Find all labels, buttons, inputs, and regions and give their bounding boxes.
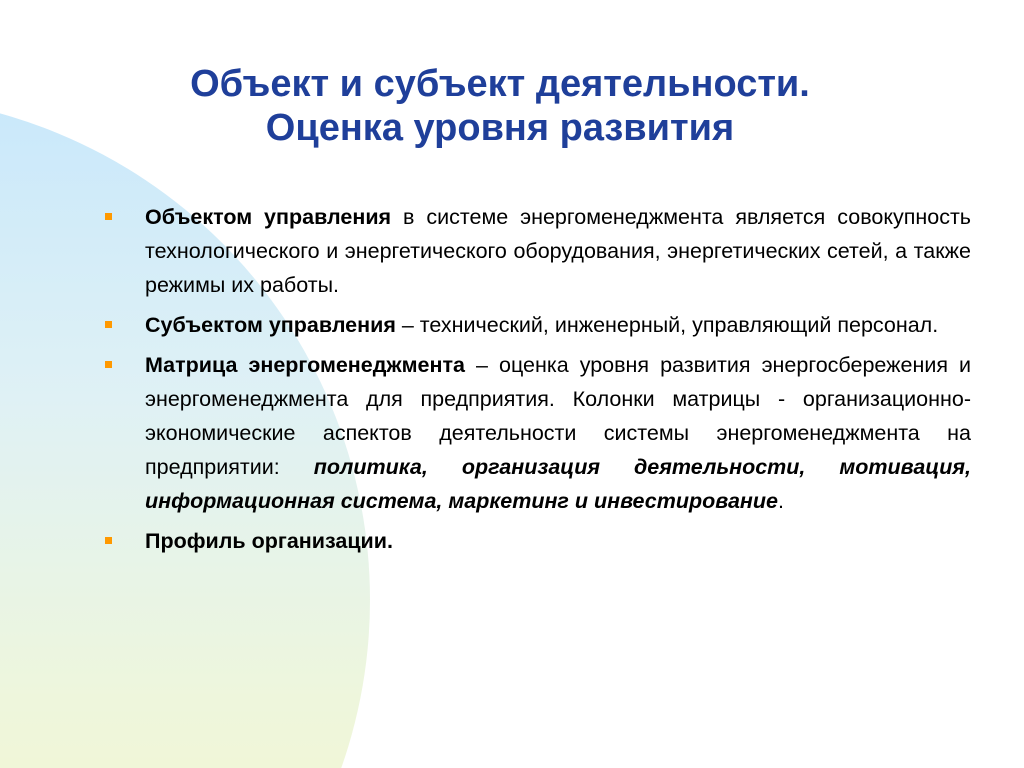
list-item <box>105 348 971 518</box>
item-text <box>145 200 971 302</box>
item-body-text: – оценка уровня развития энергосбережения и энергоменеджмента для предприятия. Колонки матрицы - организационно-экономические аспектов деятельности системы энергоменеджмента на предприятии: <box>145 353 972 479</box>
title-line-2: Оценка уровня развития <box>265 107 735 149</box>
bullet-list <box>105 200 971 564</box>
square-bullet-icon <box>105 537 112 544</box>
title-line-1: Объект и субъект деятельности. <box>190 63 810 105</box>
square-bullet-icon <box>105 361 112 368</box>
slide-title <box>150 62 850 150</box>
list-item <box>105 200 971 302</box>
item-text <box>145 308 971 342</box>
list-item <box>105 308 971 342</box>
item-bold-italic-text: политика, организация деятельности, мотивация, информационная система, маркетинг и инвестирование <box>145 455 971 513</box>
item-body-text: в системе энергоменеджмента является совокупность технологического и энергетического оборудования, энергетических сетей, а также режимы их работы. <box>145 205 971 297</box>
item-bold-term: Объектом управления <box>145 205 392 229</box>
item-body-text: – технический, инженерный, управляющий персонал. <box>395 313 939 337</box>
square-bullet-icon <box>105 321 112 328</box>
square-bullet-icon <box>105 213 112 220</box>
list-item <box>105 524 971 558</box>
item-text <box>145 348 971 518</box>
item-end-punctuation: . <box>778 489 784 513</box>
item-text <box>145 524 971 558</box>
item-bold-term: Субъектом управления <box>145 313 396 337</box>
item-bold-term: Матрица энергоменеджмента <box>145 353 465 377</box>
item-bold-term: Профиль организации. <box>145 529 393 553</box>
